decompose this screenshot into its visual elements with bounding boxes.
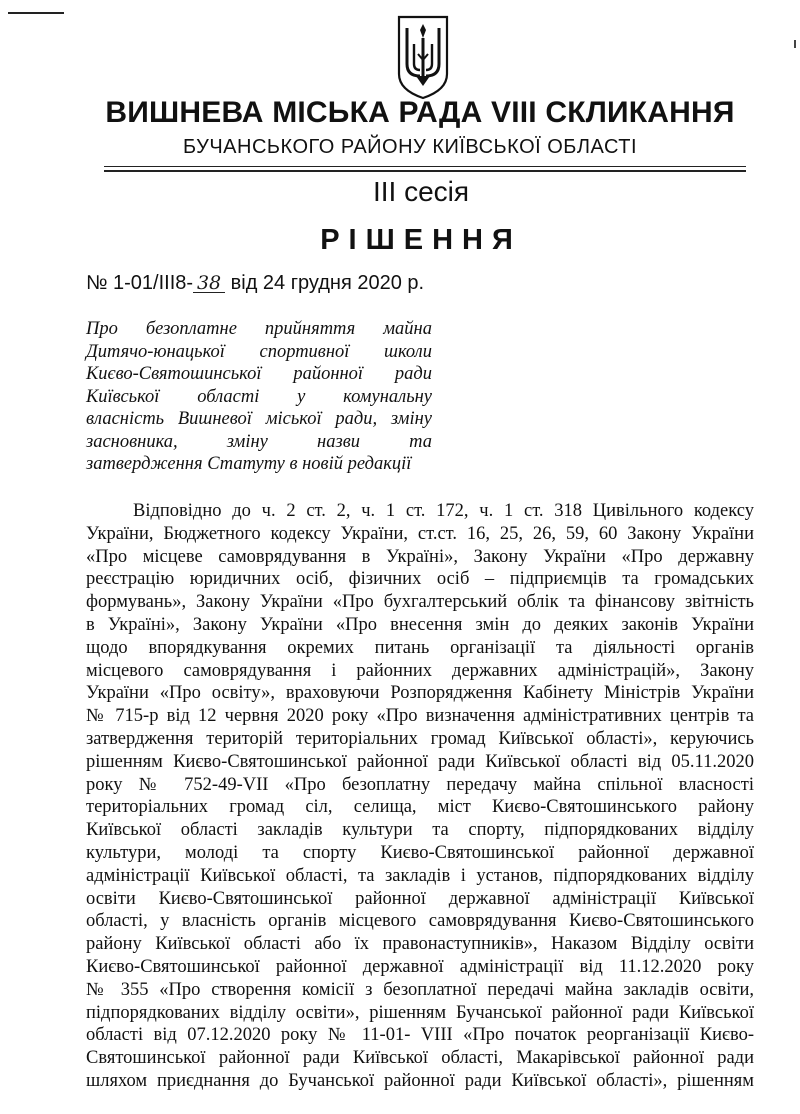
body-text-line: Святошинської районної ради Київської області, Макарівської районної ради [86, 1048, 754, 1069]
scan-corner-mark [8, 12, 64, 14]
body-text-line: рішенням Києво-Святошинської районної ради Київської області від 05.11.2020 [86, 751, 754, 772]
body-text-line: № 355 «Про створення комісії з безоплатної передачі майна закладів освіти, [86, 979, 754, 1000]
session-label: ІІІ сесія [372, 176, 470, 207]
body-text-line: області, у власність органів місцевого самоврядування Києво-Святошинського [86, 911, 754, 932]
decision-subject [86, 318, 432, 476]
body-text-line: року № 752-49-VII «Про безоплатну передачу майна спільної власності [86, 774, 754, 795]
body-text-line: місцевого самоврядування і районних державних адміністрацій», Закону [86, 660, 754, 681]
body-text-line: Відповідно до ч. 2 ст. 2, ч. 1 ст. 172, ч. 1 ст. 318 Цивільного кодексу [133, 501, 754, 521]
document-type-heading: РІШЕННЯ [320, 224, 522, 256]
council-subtitle: БУЧАНСЬКОГО РАЙОНУ КИЇВСЬКОЇ ОБЛАСТІ [182, 136, 637, 158]
subject-line: Київської області у комунальну [86, 386, 432, 407]
body-text-line: Києво-Святошинської районної державної адміністрації від 11.12.2020 року [86, 956, 754, 977]
scan-edge-mark [794, 40, 796, 48]
body-text-line: в Україні», Закону України «Про внесення змін до деяких законів України [86, 614, 754, 635]
trident-coat-of-arms-icon [396, 14, 450, 100]
body-text-line: адміністрації Київської області, та закладів і установ, підпорядкованих відділу [86, 865, 754, 886]
body-text-line: реєстрацію юридичних осіб, фізичних осіб – підприємців та громадських [86, 569, 754, 590]
body-text-line: України «Про освіту», враховуючи Розпорядження Кабінету Міністрів України [86, 683, 754, 704]
subject-line: Києво-Святошинської районної ради [86, 364, 432, 384]
body-text-line: «Про місцеве самоврядування в Україні», Закону України «Про державну [86, 546, 754, 567]
council-title: ВИШНЕВА МІСЬКА РАДА VIII СКЛИКАННЯ [105, 96, 735, 129]
subject-line: засновника, зміну назви та [86, 431, 432, 452]
body-text-line: щодо впорядкування окремих питань організації та діяльності органів [86, 637, 754, 658]
body-text-line: затвердження територій територіальних громад Київської області», керуючись [86, 728, 754, 749]
body-text-line: освіти Києво-Святошинської районної державної адміністрації Київської [86, 888, 754, 909]
decision-number-line [86, 272, 424, 300]
body-text-line: підпорядкованих відділу освіти», рішенням Бучанської районної ради Київської [86, 1002, 754, 1023]
body-text-line: області від 07.12.2020 року № 11-01- VIII «Про початок реорганізації Києво- [86, 1025, 754, 1046]
subject-line: власність Вишневої міської ради, зміну [86, 409, 432, 429]
body-text-line: культури, молоді та спорту Києво-Святошинської районної державної [86, 842, 754, 863]
header-divider-thin [104, 166, 746, 167]
body-text-line: формувань», Закону України «Про бухгалтерський облік та фінансову звітність [86, 592, 754, 613]
body-text-line: України, Бюджетного кодексу України, ст.ст. 16, 25, 26, 59, 60 Закону України [86, 523, 754, 544]
decision-number-prefix: № 1-01/ІІІ8- [86, 272, 194, 294]
subject-line: Дитячо-юнацької спортивної школи [86, 341, 432, 362]
header-divider-thick [104, 170, 746, 172]
body-text-line: шляхом приєднання до Бучанської районної ради Київської області», рішенням [86, 1070, 754, 1091]
subject-line: Про безоплатне прийняття майна [86, 319, 432, 339]
subject-line: затвердження Статуту в новій редакції [86, 454, 412, 474]
body-text-line: району Київської області або їх правонаступників», Наказом Відділу освіти [86, 934, 754, 955]
handwritten-decision-number: 38 [193, 274, 225, 293]
body-text-line: територіальних громад сіл, селища, міст Києво-Святошинського району [86, 797, 754, 818]
body-text-line: Київської області закладів культури та спорту, підпорядкованих відділу [86, 820, 754, 841]
decision-date: від 24 грудня 2020 р. [225, 272, 425, 294]
decision-body-text [86, 500, 754, 1093]
body-text-line: № 715-р від 12 червня 2020 року «Про визначення адміністративних центрів та [86, 706, 754, 727]
